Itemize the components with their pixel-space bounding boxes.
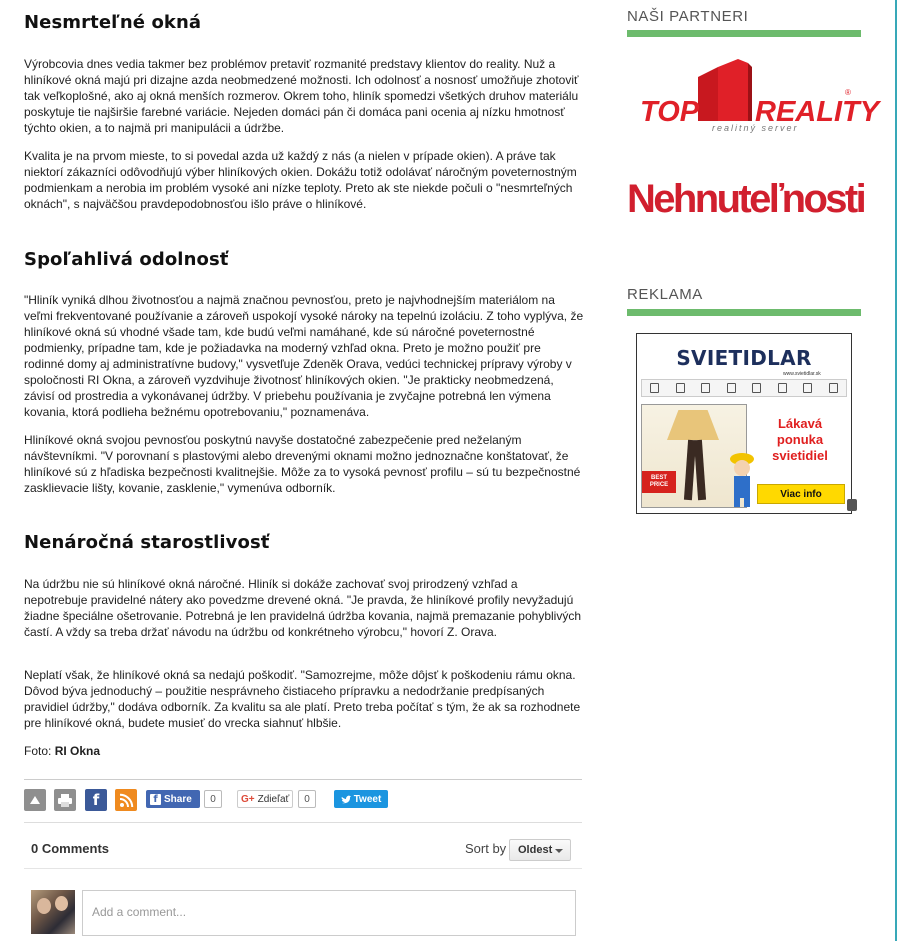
lamp-category-icon	[650, 383, 659, 393]
chevron-down-icon	[555, 849, 563, 853]
heading-underline	[627, 30, 861, 37]
divider	[24, 779, 582, 780]
twitter-bird-icon	[341, 795, 351, 804]
photo-credit-source: RI Okna	[54, 744, 101, 758]
ad-more-info-button[interactable]: Viac info	[757, 484, 845, 504]
ad-heading: REKLAMA	[627, 286, 703, 303]
paragraph: Výrobcovia dnes vedia takmer bez problémov pretaviť rozmanité predstavy klientov do reality. Nuž a hliníkové okná majú pri dizajne azda neobmedzené možnosti. Ich odolnosť a nosnosť umožňuje zhotoviť tak veľkoplošné, ako aj okná menších rozmerov. Okrem toho, hliník spomedzi všetkých druhov materiálu poskytuje tie najširšie farebné variácie. Nejeden domáci pán či domáca pani ocenia aj nízku hmotnosť týchto okien, a to najmä pri manipulácii a údržbe.	[24, 57, 579, 135]
print-button[interactable]	[54, 789, 76, 811]
facebook-icon: f	[150, 794, 161, 805]
comment-input[interactable]: Add a comment...	[82, 890, 576, 936]
topreality-logo-reality: REALITY	[755, 96, 880, 128]
photo-credit	[24, 743, 100, 759]
best-price-badge: BEST PRICE	[642, 471, 676, 493]
paragraph: Hliníkové okná svojou pevnosťou poskytnú navyše dostatočné zabezpečenie pred neželaným návštevníkmi. "V porovnaní s plastovými alebo drevenými oknami možno jednoznačne konštatovať, že hliníkové sú z hľadiska bezpečnosti kvalitnejšie. Môže za to vysoká pevnosť profilu – sú tu bezpečnostné zasklievacie lišty, kovanie, zasklenie," vymenúva odborník.	[24, 433, 581, 495]
registered-mark: ®	[845, 88, 851, 97]
lamp-category-icon	[701, 383, 710, 393]
google-plus-share-label: Zdieľať	[257, 793, 290, 805]
divider	[24, 822, 582, 823]
lamp-category-icon	[676, 383, 685, 393]
ad-offer-line: Lákavá	[777, 416, 823, 431]
sort-by-label: Sort by	[465, 841, 507, 856]
lamp-category-icon	[752, 383, 761, 393]
tweet-label: Tweet	[353, 793, 382, 805]
paragraph: Neplatí však, že hliníkové okná sa nedajú poškodiť. "Samozrejme, môže dôjsť k poškodeniu rámu okna. Dôvod býva jednoduchý – použitie nesprávneho čistiaceho prípravku a nedodržanie predpísaných pravidiel údržby," dodáva odborník. Za kvalitu sa ale platí. Preto treba počítať s tým, že ak sa rozhodnete pre hliníkové okná, budete musieť do vrecka siahnuť hlbšie.	[24, 668, 581, 730]
facebook-share-label: Share	[164, 793, 192, 805]
ad-category-icons	[641, 379, 847, 397]
google-plus-icon: G+	[241, 793, 255, 805]
ad-info-icon[interactable]	[847, 499, 857, 511]
facebook-button[interactable]	[85, 789, 107, 811]
topreality-tagline: realitný server	[712, 123, 799, 133]
arrow-up-icon	[29, 795, 41, 805]
ad-url: www.svietidlar.sk	[783, 371, 821, 377]
sort-dropdown[interactable]	[509, 839, 571, 861]
rss-icon	[120, 794, 133, 807]
ad-offer-text	[749, 416, 851, 464]
google-plus-share-count: 0	[298, 790, 316, 808]
page-border-line	[895, 0, 897, 941]
facebook-share-count: 0	[204, 790, 222, 808]
topreality-logo-link[interactable]	[640, 57, 880, 133]
partners-heading: NAŠI PARTNERI	[627, 8, 749, 25]
rss-button[interactable]	[115, 789, 137, 811]
heading-underline	[627, 309, 861, 316]
lamp-category-icon	[727, 383, 736, 393]
paragraph: "Hliník vyniká dlhou životnosťou a najmä značnou pevnosťou, preto je najvhodnejším materiálom na veľmi frekventované používanie a zároveň uspokojí vysoké nároky na tepelnú izoláciu. Z toho vyplýva, že hliníkové okná sú vhodné všade tam, kde budú veľmi namáhané, kde sú náročné poveternostné podmienky, prípadne tam, kde je požiadavka na moderný vzhľad okna. Preto je možno použiť pre rodinné domy aj administratívne budovy," vysvetľuje Zdeněk Orava, vedúci technickej prípravy výroby v spoločnosti RI Okna, a zároveň vyzdvihuje životnosť hliníkových okien. "Je prakticky neobmedzená, závisí od prostredia a vykonávanej údržby. V priebehu používania je zvyčajne potrebná len výmena kovania, ktorá podlieha bežnému opotrebovaniu," poznamenáva.	[24, 293, 584, 419]
lamp-category-icon	[829, 383, 838, 393]
photo-credit-label: Foto:	[24, 744, 55, 758]
avatar	[31, 890, 75, 934]
lamp-category-icon	[778, 383, 787, 393]
facebook-icon: f	[92, 791, 100, 809]
topreality-logo-top: TOP	[640, 96, 700, 128]
nehnutelnosti-logo-link[interactable]: Nehnuteľnosti	[627, 177, 865, 221]
lamp-category-icon	[803, 383, 812, 393]
share-bar	[24, 789, 582, 811]
divider	[24, 868, 582, 869]
ad-offer-line: ponuka	[776, 432, 824, 447]
ad-offer-line: svietidiel	[772, 448, 828, 463]
tweet-button[interactable]	[334, 790, 388, 808]
section-title: Nesmrteľné okná	[24, 12, 202, 33]
sort-value: Oldest	[518, 844, 553, 856]
paragraph: Na údržbu nie sú hliníkové okná náročné. Hliník si dokáže zachovať svoj prirodzený vzhľad a nepotrebuje pravidelné nátery ako povedzme drevené okná. "Je pravda, že hliníkové profily nevyžadujú žiadne špeciálne ošetrovanie. Potrebná je len pravidelná údržba kovania, najmä premazanie pohyblivých častí. A vždy sa treba držať návodu na údržbu od konkrétneho výrobcu," hovorí Z. Orava.	[24, 577, 582, 639]
section-title: Nenáročná starostlivosť	[24, 532, 270, 553]
topreality-logo-icon	[640, 57, 880, 133]
scroll-top-button[interactable]	[24, 789, 46, 811]
comments-count: 0 Comments	[31, 841, 110, 856]
print-icon	[58, 794, 72, 807]
facebook-share-button[interactable]	[146, 790, 200, 808]
section-title: Spoľahlivá odolnosť	[24, 249, 229, 270]
svietidlar-ad-banner[interactable]	[636, 333, 852, 514]
paragraph: Kvalita je na prvom mieste, to si povedal azda už každý z nás (a nielen v prípade okien). A práve tak niektorí zákazníci odôvodňujú výber hliníkových okien. Dokážu totiž odolávať náročným poveternostným podmienkam a nerobia im problém vysoké ani nízke teploty. Preto ak ste niekde počuli o "nesmrteľných oknách", s najväčšou pravdepodobnosťou išlo práve o hliníkové.	[24, 149, 577, 211]
google-plus-share-button[interactable]	[237, 790, 293, 808]
ad-brand: SVIETIDLAR	[676, 346, 812, 370]
